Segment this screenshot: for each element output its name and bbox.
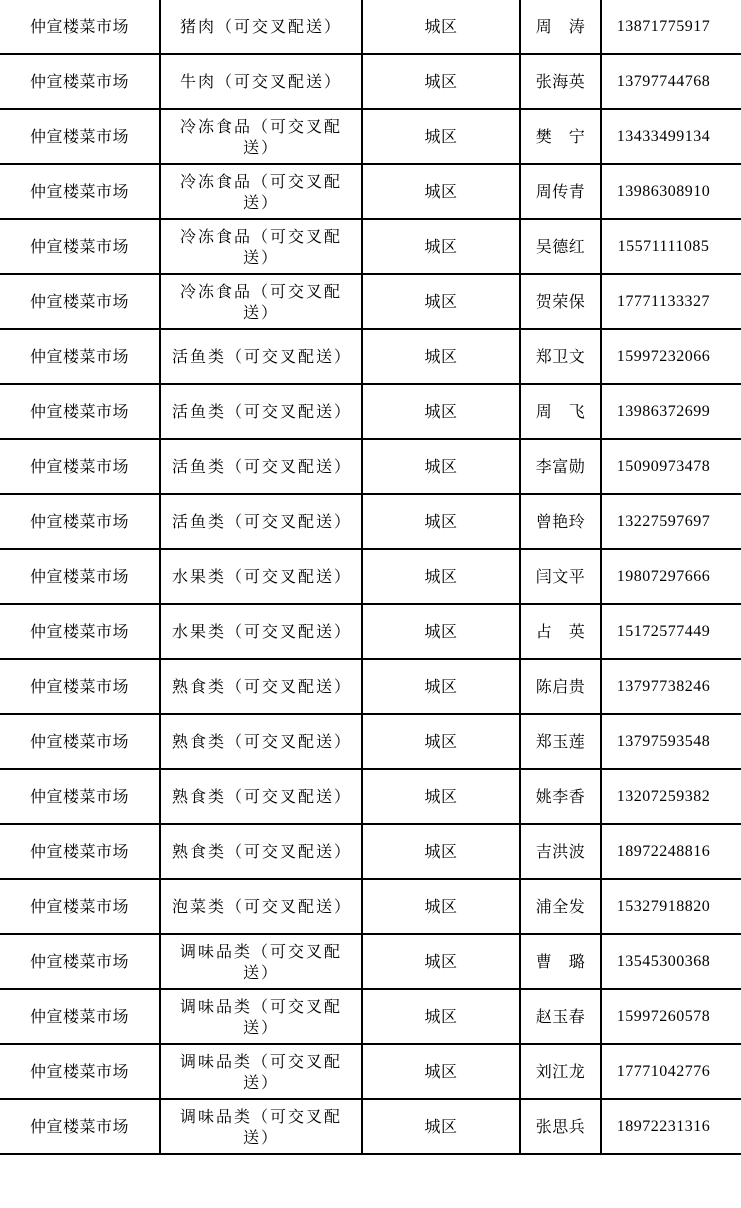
area-cell: 城区 [362,274,520,329]
area-cell: 城区 [362,659,520,714]
area-cell: 城区 [362,1044,520,1099]
contact-name-cell: 周 涛 [520,0,601,54]
phone-cell: 15997260578 [601,989,741,1044]
market-cell: 仲宣楼菜市场 [0,54,160,109]
market-cell: 仲宣楼菜市场 [0,769,160,824]
table-row [0,604,741,659]
contact-name-cell: 郑玉莲 [520,714,601,769]
table-row [0,494,741,549]
phone-cell: 18972248816 [601,824,741,879]
area-cell: 城区 [362,219,520,274]
category-cell [160,329,362,384]
phone-cell: 13227597697 [601,494,741,549]
phone-cell: 15172577449 [601,604,741,659]
contact-name-cell: 赵玉春 [520,989,601,1044]
category-text: 熟食类（可交叉配送） [172,842,353,861]
market-cell: 仲宣楼菜市场 [0,274,160,329]
category-text: 熟食类（可交叉配送） [172,787,353,806]
contact-name-cell: 陈启贵 [520,659,601,714]
category-cell [160,824,362,879]
contact-name-cell: 刘江龙 [520,1044,601,1099]
area-cell: 城区 [362,54,520,109]
table-row [0,274,741,329]
table-row [0,714,741,769]
area-cell: 城区 [362,1099,520,1154]
area-cell: 城区 [362,604,520,659]
category-cell [160,879,362,934]
phone-cell: 13797738246 [601,659,741,714]
market-cell: 仲宣楼菜市场 [0,439,160,494]
phone-cell: 13207259382 [601,769,741,824]
market-cell: 仲宣楼菜市场 [0,989,160,1044]
table-row [0,1099,741,1154]
category-cell [160,714,362,769]
contact-name-cell: 曾艳玲 [520,494,601,549]
table-row [0,219,741,274]
contact-name-cell: 吉洪波 [520,824,601,879]
table-row [0,549,741,604]
category-text: 泡菜类（可交叉配送） [172,897,353,916]
category-text: 调味品类（可交叉配送） [179,1106,342,1147]
table-row [0,0,741,54]
market-cell: 仲宣楼菜市场 [0,0,160,54]
area-cell: 城区 [362,109,520,164]
market-cell: 仲宣楼菜市场 [0,934,160,989]
phone-cell: 13797593548 [601,714,741,769]
market-cell: 仲宣楼菜市场 [0,1099,160,1154]
contact-name-cell: 曹 璐 [520,934,601,989]
category-text: 冷冻食品（可交叉配送） [179,281,342,322]
category-text: 活鱼类（可交叉配送） [172,347,353,366]
category-cell [160,0,362,54]
category-text: 水果类（可交叉配送） [172,622,353,641]
phone-cell: 17771133327 [601,274,741,329]
market-cell: 仲宣楼菜市场 [0,329,160,384]
category-text: 冷冻食品（可交叉配送） [179,226,342,267]
market-cell: 仲宣楼菜市场 [0,384,160,439]
phone-cell: 15571111085 [601,219,741,274]
category-cell [160,989,362,1044]
area-cell: 城区 [362,494,520,549]
category-text: 猪肉（可交叉配送） [179,17,342,36]
phone-cell: 13545300368 [601,934,741,989]
table-row [0,659,741,714]
category-cell [160,769,362,824]
category-text: 冷冻食品（可交叉配送） [179,171,342,212]
phone-cell: 15090973478 [601,439,741,494]
category-cell [160,54,362,109]
contact-name-cell: 贺荣保 [520,274,601,329]
area-cell: 城区 [362,549,520,604]
category-cell [160,274,362,329]
category-text: 活鱼类（可交叉配送） [172,402,353,421]
market-cell: 仲宣楼菜市场 [0,219,160,274]
area-cell: 城区 [362,714,520,769]
category-cell [160,494,362,549]
phone-cell: 13986372699 [601,384,741,439]
market-cell: 仲宣楼菜市场 [0,164,160,219]
table-row [0,54,741,109]
phone-cell: 13433499134 [601,109,741,164]
category-cell [160,1044,362,1099]
category-text: 调味品类（可交叉配送） [179,941,342,982]
area-cell: 城区 [362,164,520,219]
market-cell: 仲宣楼菜市场 [0,549,160,604]
area-cell: 城区 [362,824,520,879]
market-cell: 仲宣楼菜市场 [0,109,160,164]
category-cell [160,164,362,219]
category-text: 熟食类（可交叉配送） [172,677,353,696]
category-cell [160,1099,362,1154]
contact-name-cell: 姚李香 [520,769,601,824]
phone-cell: 13871775917 [601,0,741,54]
phone-cell: 13797744768 [601,54,741,109]
category-text: 活鱼类（可交叉配送） [172,512,353,531]
table-row [0,439,741,494]
contact-name-cell: 吴德红 [520,219,601,274]
category-text: 冷冻食品（可交叉配送） [179,116,342,157]
category-text: 调味品类（可交叉配送） [179,996,342,1037]
market-cell: 仲宣楼菜市场 [0,604,160,659]
market-cell: 仲宣楼菜市场 [0,824,160,879]
category-cell [160,219,362,274]
contact-name-cell: 闫文平 [520,549,601,604]
area-cell: 城区 [362,879,520,934]
table-row [0,824,741,879]
phone-cell: 15327918820 [601,879,741,934]
category-cell [160,604,362,659]
market-cell: 仲宣楼菜市场 [0,659,160,714]
phone-cell: 18972231316 [601,1099,741,1154]
area-cell: 城区 [362,769,520,824]
contact-name-cell: 周 飞 [520,384,601,439]
contact-name-cell: 樊 宁 [520,109,601,164]
area-cell: 城区 [362,934,520,989]
category-text: 水果类（可交叉配送） [172,567,353,586]
table-row [0,329,741,384]
table-row [0,934,741,989]
contact-name-cell: 张思兵 [520,1099,601,1154]
phone-cell: 17771042776 [601,1044,741,1099]
table-row [0,989,741,1044]
category-text: 牛肉（可交叉配送） [179,72,342,91]
contact-name-cell: 占 英 [520,604,601,659]
area-cell: 城区 [362,989,520,1044]
category-cell [160,109,362,164]
contact-name-cell: 张海英 [520,54,601,109]
table-row [0,384,741,439]
market-cell: 仲宣楼菜市场 [0,494,160,549]
market-cell: 仲宣楼菜市场 [0,879,160,934]
area-cell: 城区 [362,384,520,439]
category-text: 调味品类（可交叉配送） [179,1051,342,1092]
contact-name-cell: 浦全发 [520,879,601,934]
category-cell [160,549,362,604]
table-row [0,879,741,934]
category-cell [160,384,362,439]
category-text: 活鱼类（可交叉配送） [172,457,353,476]
contact-name-cell: 周传青 [520,164,601,219]
area-cell: 城区 [362,439,520,494]
table-row [0,109,741,164]
category-text: 熟食类（可交叉配送） [172,732,353,751]
table-row [0,769,741,824]
category-cell [160,934,362,989]
market-cell: 仲宣楼菜市场 [0,714,160,769]
table-row [0,164,741,219]
category-cell [160,659,362,714]
phone-cell: 19807297666 [601,549,741,604]
area-cell: 城区 [362,329,520,384]
category-cell [160,439,362,494]
phone-cell: 13986308910 [601,164,741,219]
contact-name-cell: 郑卫文 [520,329,601,384]
market-cell: 仲宣楼菜市场 [0,1044,160,1099]
area-cell: 城区 [362,0,520,54]
phone-cell: 15997232066 [601,329,741,384]
table-row [0,1044,741,1099]
contact-name-cell: 李富勋 [520,439,601,494]
